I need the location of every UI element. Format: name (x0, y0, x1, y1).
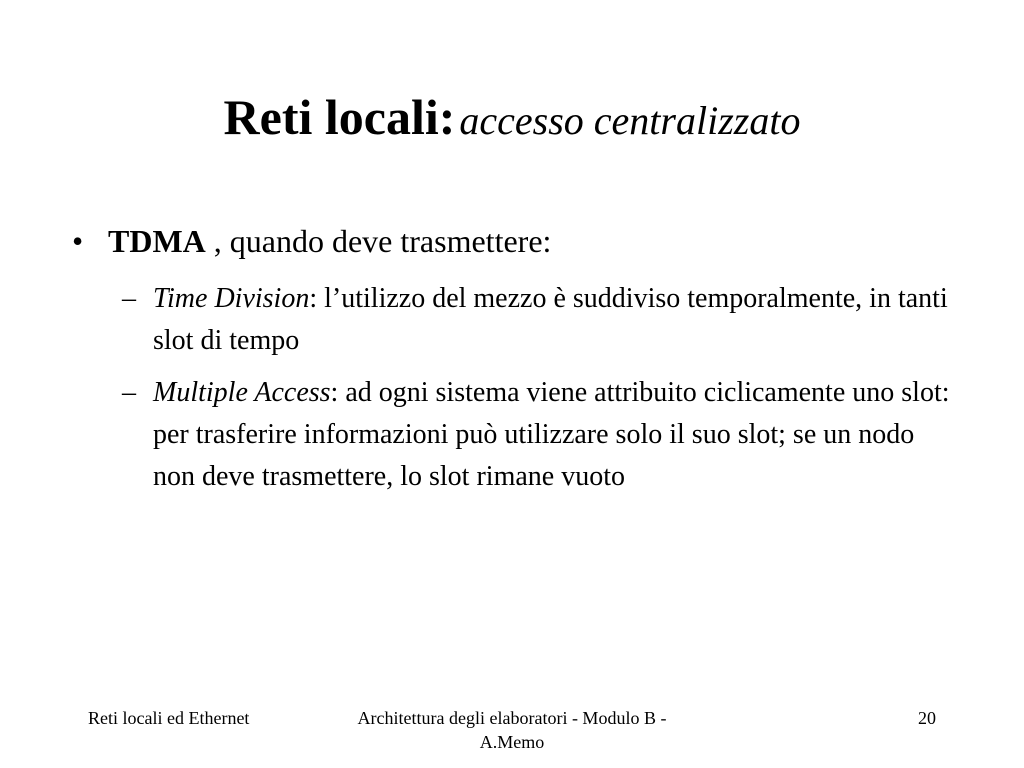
sub-bullet-term: Time Division (153, 283, 310, 314)
sub-bullet-term: Multiple Access (153, 377, 331, 408)
bullet-term: TDMA (108, 223, 206, 259)
title-main: Reti locali: (223, 89, 456, 145)
footer-left: Reti locali ed Ethernet (88, 708, 250, 728)
sub-bullet-multiple-access (122, 372, 952, 498)
title-italic: accesso centralizzato (459, 98, 801, 143)
bullet-marker: • (72, 223, 84, 259)
slide-title (0, 89, 1024, 145)
sub-bullet-text: : ad ogni sistema viene attribuito ciclicamente uno slot: per trasferire informazioni può utilizzare solo il suo slot; se un nodo non deve trasmettere, lo slot rimane vuoto (153, 377, 950, 492)
sub-bullet-dash: – (122, 377, 136, 408)
sub-bullet-dash: – (122, 283, 136, 314)
sub-bullet-content (122, 278, 952, 362)
sub-bullet-content (122, 372, 952, 498)
page-number: 20 (918, 708, 936, 728)
sub-bullet-time-division (122, 278, 952, 362)
sub-bullet-text: : l’utilizzo del mezzo è suddiviso temporalmente, in tanti slot di tempo (153, 283, 948, 356)
main-bullet (72, 220, 551, 262)
footer-center: Architettura degli elaboratori - Modulo B - A.Memo (357, 708, 667, 752)
bullet-text: , quando deve trasmettere: (205, 223, 552, 259)
